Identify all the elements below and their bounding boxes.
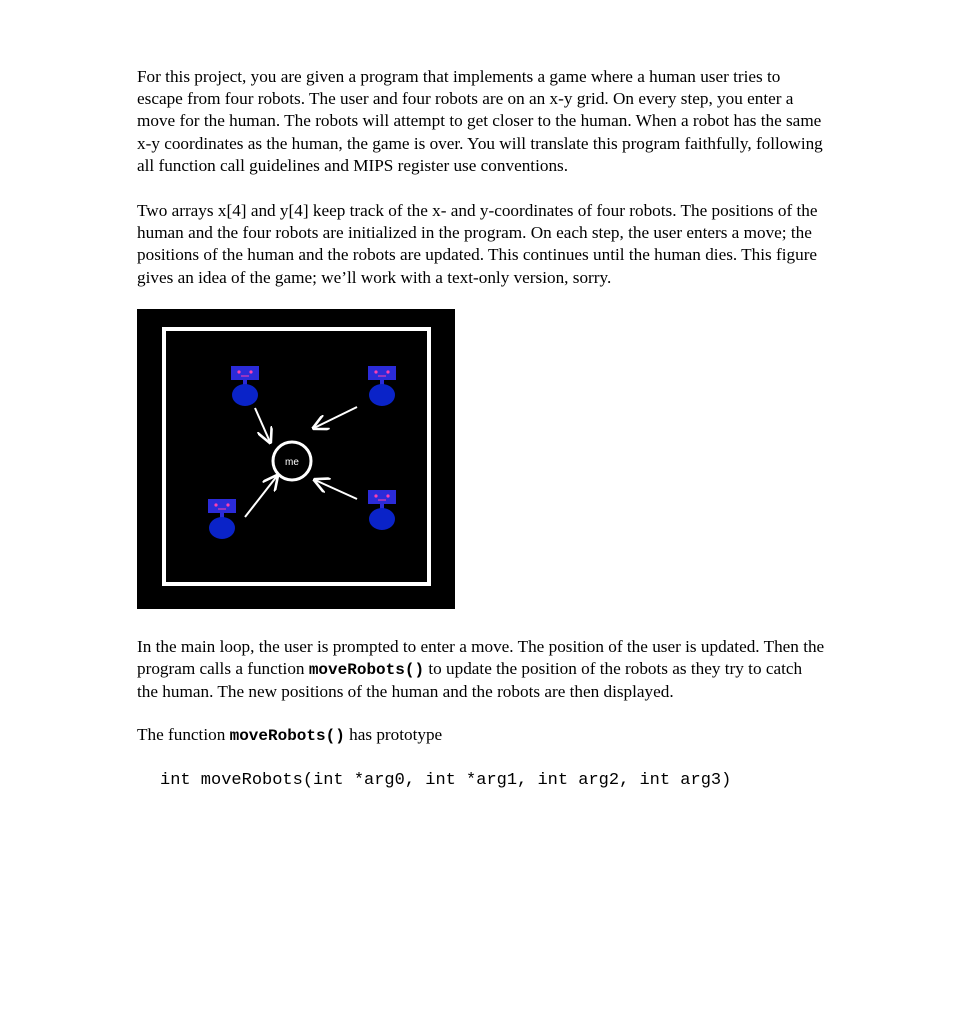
game-illustration	[137, 309, 455, 609]
function-paragraph	[137, 724, 827, 747]
game-figure	[137, 309, 455, 609]
function-text-after: has prototype	[344, 725, 443, 745]
main-loop-paragraph	[137, 636, 827, 704]
main-loop-text-before: In the main loop, the user is prompted to enter a move. The position of the user is updated. Then the program calls a function	[137, 636, 825, 679]
intro-paragraph: For this project, you are given a program that implements a game where a human user tries to escape from four robots. The user and four robots are on an x-y grid. On every step, you enter a move for the human. The robots will attempt to get closer to the human. When a robot has the same x-y coordinates as the human, the game is over. You will translate this program faithfully, following all function call guidelines and MIPS register use conventions.	[137, 67, 823, 175]
human-label: me	[285, 456, 299, 468]
document-page	[137, 66, 827, 792]
main-loop-text-after: to update the position of the robots as they try to catch the human. The new positions of the human and the robots are then displayed.	[137, 659, 803, 702]
function-text-before: The function	[137, 725, 230, 745]
main-loop-function-name: moveRobots()	[308, 661, 425, 680]
arrays-paragraph: Two arrays x[4] and y[4] keep track of the x- and y-coordinates of four robots. The positions of the human and the four robots are initialized in the program. On each step, the user enters a move; the positions of the human and the robots are updated. This continues until the human dies. This figure gives an idea of the game; we’ll work with a text-only version, sorry.	[137, 201, 818, 287]
function-prototype: int moveRobots(int *arg0, int *arg1, int arg2, int arg3)	[160, 770, 732, 790]
function-name: moveRobots()	[229, 727, 345, 746]
